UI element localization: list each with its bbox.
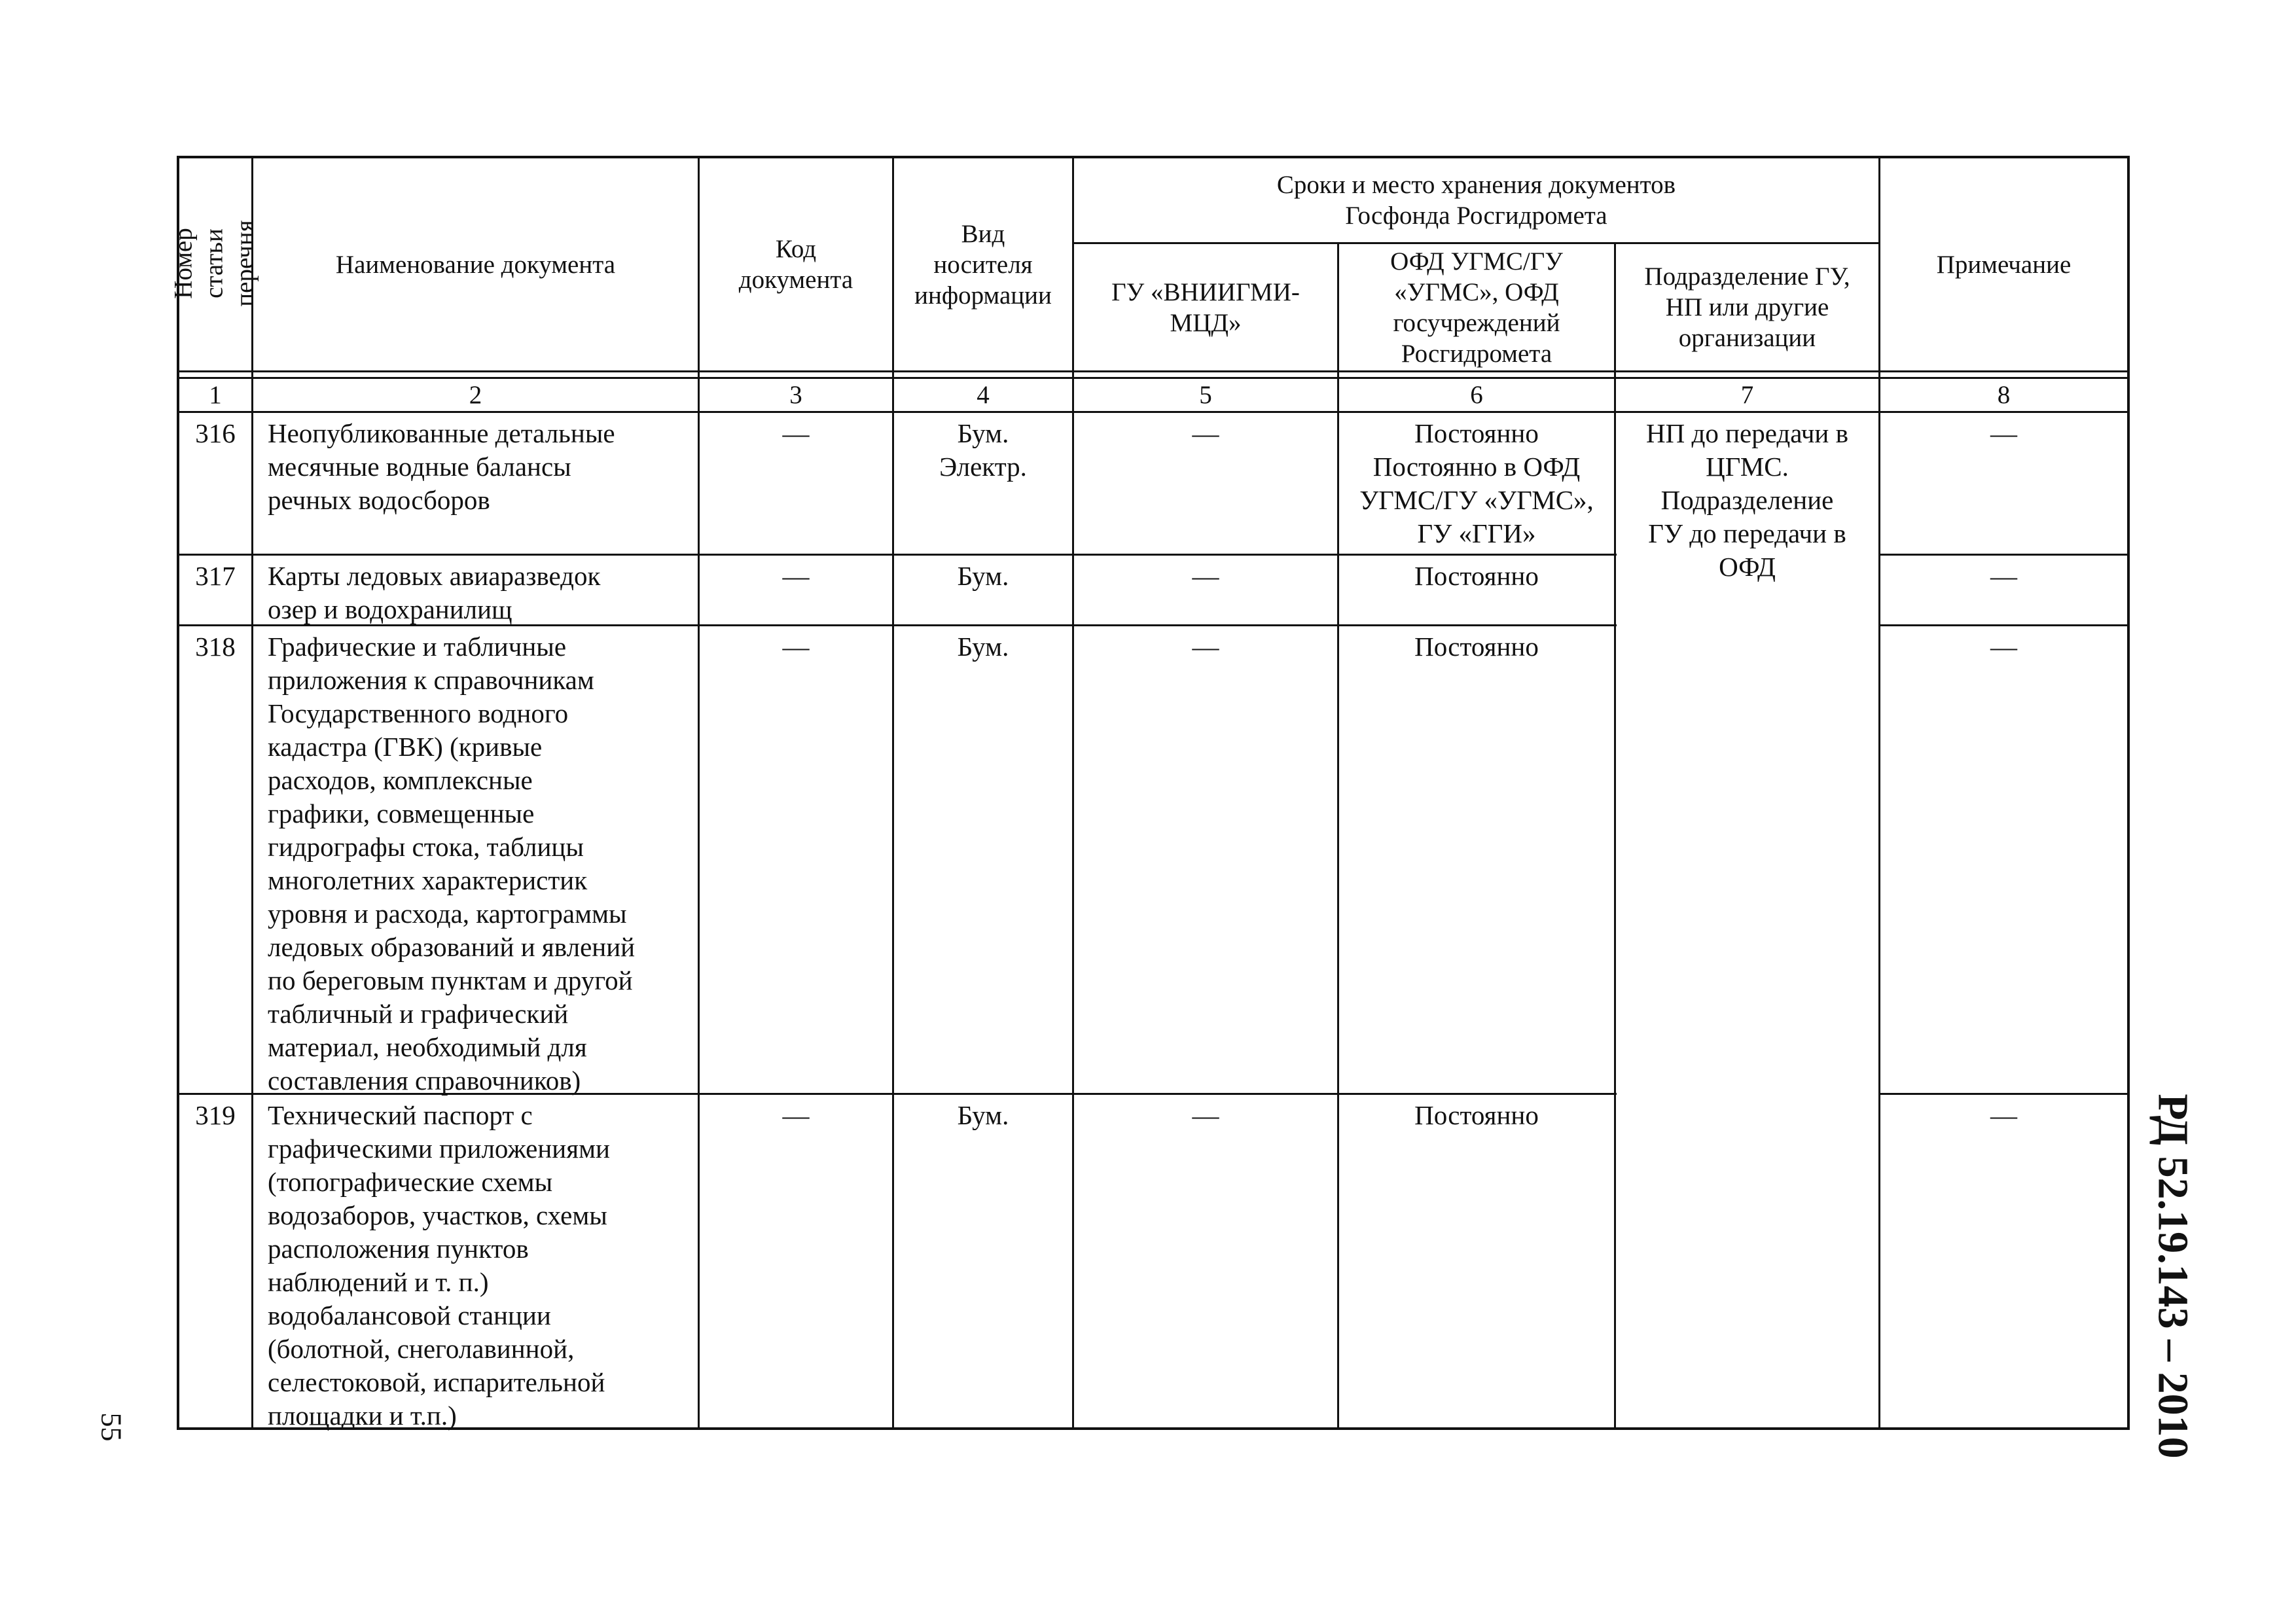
header-storage-group: Сроки и место хранения документов Госфонда Росгидромета xyxy=(1276,171,1676,230)
column-number: 1 xyxy=(209,381,222,409)
header-document-name: Наименование документа xyxy=(335,250,616,279)
document-name: Неопубликованные детальные месячные водные балансы речных водосборов xyxy=(268,418,615,515)
ofd-ugms-value: Постоянно xyxy=(1414,632,1539,662)
media-type: Бум. xyxy=(957,1100,1009,1130)
media-type: Бум. Электр. xyxy=(939,418,1027,482)
document-code: — xyxy=(782,1100,810,1130)
column-number: 7 xyxy=(1740,381,1754,409)
gu-vniigmi-value: — xyxy=(1192,418,1219,448)
note-value: — xyxy=(1990,632,2017,662)
row-number: 318 xyxy=(195,632,236,662)
document-code: — xyxy=(782,632,810,662)
column-number: 3 xyxy=(789,381,802,409)
note-value: — xyxy=(1990,561,2017,591)
gu-vniigmi-value: — xyxy=(1192,561,1219,591)
note-value: — xyxy=(1990,418,2017,448)
header-media-type: Вид носителя информации xyxy=(914,219,1052,310)
gu-vniigmi-value: — xyxy=(1192,1100,1219,1130)
row-number: 316 xyxy=(195,418,236,448)
column-number: 4 xyxy=(977,381,990,409)
document-name: Карты ледовых авиаразведок озер и водохранилищ xyxy=(268,561,601,624)
row-number: 317 xyxy=(195,561,236,591)
header-note: Примечание xyxy=(1936,250,2072,279)
column-number: 2 xyxy=(469,381,482,409)
header-subdivision: Подразделение ГУ, НП или другие организации xyxy=(1644,262,1850,352)
page-number: 55 xyxy=(95,1412,128,1441)
document-name: Графические и табличные приложения к справочникам Государственного водного кадастра (ГВК) (кривые расходов, комплексные графики, совмещенные гидрографы стока, таблицы многолетних характеристик уровня и расхода, картограммы ледовых образований и явлений по береговым пунктам и другой табличный и графический материал, необходимый для составления справочников) xyxy=(268,632,636,1096)
note-value: — xyxy=(1990,1100,2017,1130)
header-ofd-ugms: ОФД УГМС/ГУ «УГМС», ОФД госучреждений Росгидромета xyxy=(1390,247,1563,368)
column-number: 8 xyxy=(1997,381,2011,409)
document-name: Технический паспорт с графическими приложениями (топографические схемы водозаборов, участков, схемы расположения пунктов наблюдений и т. п.) водобалансовой станции (болотной, снеголавинной, селестоковой, испарительной площадки и т.п.) xyxy=(268,1100,610,1431)
header-document-code: Код документа xyxy=(738,235,853,294)
document-code: — xyxy=(782,561,810,591)
header-gu-vniigmi: ГУ «ВНИИГМИ- МЦД» xyxy=(1111,277,1300,337)
header-article-number: Номер статьи перечня xyxy=(169,220,259,307)
subdivision-merged-value: НП до передачи в ЦГМС. Подразделение ГУ до передачи в ОФД xyxy=(1646,418,1848,582)
ofd-ugms-value: Постоянно xyxy=(1414,1100,1539,1130)
document-code: — xyxy=(782,418,810,448)
column-number: 5 xyxy=(1199,381,1212,409)
gu-vniigmi-value: — xyxy=(1192,632,1219,662)
column-number: 6 xyxy=(1470,381,1483,409)
ofd-ugms-value: Постоянно xyxy=(1414,561,1539,591)
media-type: Бум. xyxy=(957,632,1009,662)
media-type: Бум. xyxy=(957,561,1009,591)
ofd-ugms-value: Постоянно Постоянно в ОФД УГМС/ГУ «УГМС», ГУ «ГГИ» xyxy=(1359,418,1594,548)
document-code-label: РД 52.19.143 – 2010 xyxy=(2149,1094,2198,1459)
row-number: 319 xyxy=(195,1100,236,1130)
